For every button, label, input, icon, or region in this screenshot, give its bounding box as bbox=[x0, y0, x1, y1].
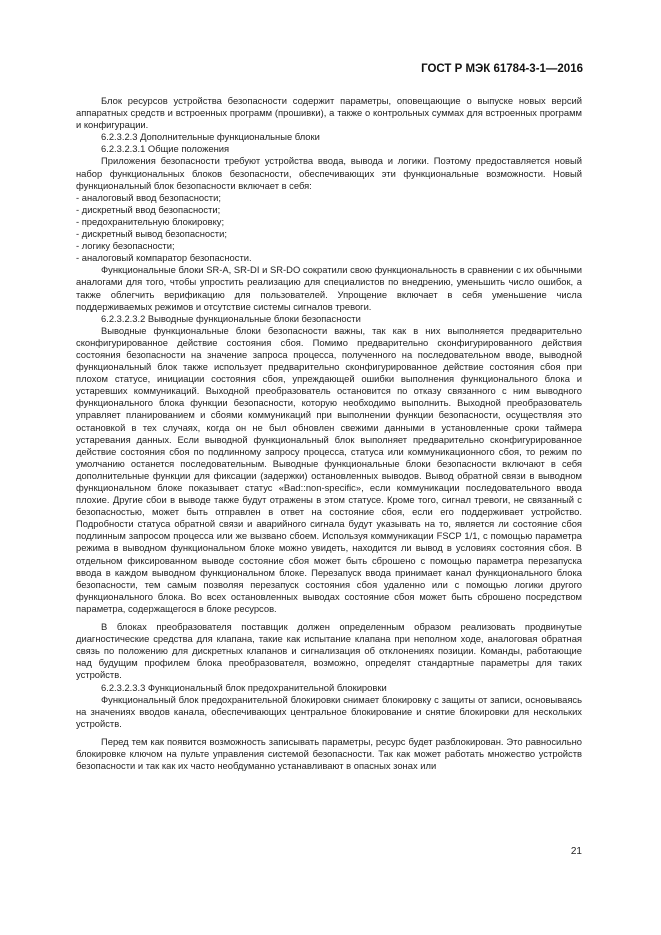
paragraph: Функциональные блоки SR-A, SR-DI и SR-DO сократили свою функциональность в сравнении с их обычными аналогами для того, чтобы упростить реализацию для специалистов по внедрению, уменьшить число ошибок, а также облегчить верификацию для пользователей. Упрощение включает в себя уменьшение числа поддерживаемых режимов и отсутствие системы сигналов тревоги. bbox=[76, 264, 582, 312]
paragraph: Блок ресурсов устройства безопасности содержит параметры, оповещающие о выпуске новых версий аппаратных средств и встроенных программ (прошивки), а также о контрольных суммах для встроенных программ и конфигурации. bbox=[76, 95, 582, 131]
list-item: - предохранительную блокировку; bbox=[76, 215, 225, 227]
list-item: - дискретный вывод безопасности; bbox=[76, 228, 227, 240]
section-heading: 6.2.3.2.3.3 Функциональный блок предохранительной блокировки bbox=[101, 681, 387, 693]
paragraph: Выводные функциональные блоки безопасности важны, так как в них выполняется предварительно сконфигурированное действие состояния сбоя. Помимо предварительно сконфигурированного действия состояния безопасности на значение запроса процесса, полученного на последовательном вводе, выводной функциональный блок также использует предварительно сконфигурированное действие состояния сбоя при плохом статусе, инициации состояния сбоя, упреждающей ошибки выполнения функционального блока и устаревших коммуникаций. Выходной преобразователь остановится по отказу связанного с ним выводного функционального блока функции безопасности, которую необходимо выполнить. Выходной преобразователь управляет планированием и сбоями коммуникаций при выполнении функции безопасности, осуществляя это остановкой в тех случаях, когда он не был обновлен свежими данными в установленные сроки таймера устаревания данных. Если выводной функциональный блок выполняет предварительно сконфигурированное действие состояния сбоя по подлинному запросу процесса, статуса или коммуникационного сбоя, то режим по умолчанию останется последовательным. Выводные функциональные блоки безопасности включают в себя дополнительные функции для фиксации (задержки) остановленных выводов. Вывод обратной связи в выводном функциональном блоке показывает статус «Bad::non-specific», если коммуникации последовательного ввода плохие. Другие сбои в выводе также будут отражены в этом статусе. Кроме того, сигнал тревоги, не связанный с безопасностью, может быть отправлен в ответ на состояние сбоя, если его поддерживает устройство. Подробности статуса обратной связи и аварийного сигнала будут указывать на то, является ли состояние сбоя подлинным запросом процесса или же вызвано сбоем. Используя коммуникации FSCP 1/1, с помощью параметра режима в выводном функциональном блоке можно увидеть, находится ли вывод в условиях состояния сбоя. В отдельном фиксированном выводе состояние сбоя может быть сброшено с помощью параметра перезапуска ввода в каждом выводном функциональном блоке. Перезапуск ввода принимает канал функционального блока безопасности, тем самым позволяя перезапуск состояния сбоя удаленно или с помощью логики другого функционального блока. Во всех остановленных выводах состояние сбоя может быть сброшено посредством параметра, содержащегося в блоке ресурсов. bbox=[76, 324, 582, 614]
section-heading: 6.2.3.2.3.2 Выводные функциональные блоки безопасности bbox=[101, 312, 361, 324]
list-item: - аналоговый ввод безопасности; bbox=[76, 191, 221, 203]
list-item: - логику безопасности; bbox=[76, 240, 175, 252]
paragraph: Приложения безопасности требуют устройства ввода, вывода и логики. Поэтому предоставляется новый набор функциональных блоков безопасности, обеспечивающих эти функциональные возможности. Новый функциональный блок безопасности включает в себя: bbox=[76, 155, 582, 191]
paragraph: Перед тем как появится возможность записывать параметры, ресурс будет разблокирован. Это равносильно блокировке ключом на пульте управления системой безопасности. Так как может работать множество устройств безопасности и так как их часто необдуманно устанавливают в опасных зонах или bbox=[76, 735, 582, 772]
page-number: 21 bbox=[570, 846, 582, 857]
document-body bbox=[76, 95, 582, 772]
paragraph: Функциональный блок предохранительной блокировки снимает блокировку с защиты от записи, основываясь на значениях вводов канала, обеспечивающих центральное блокирование и снятие блокировки для нескольких устройств. bbox=[76, 693, 582, 729]
paragraph: В блоках преобразователя поставщик должен определенным образом реализовать продвинутые диагностические средства для клапана, такие как испытание клапана при неполном ходе, аналоговая обратная связь по положению для дискретных клапанов и сигнализация об отклонениях позиции. Команды, работающие над будущим профилем блока преобразователя, возможно, определят стандартные параметры для таких устройств. bbox=[76, 621, 582, 681]
list-item: - дискретный ввод безопасности; bbox=[76, 203, 221, 215]
list-item: - аналоговый компаратор безопасности. bbox=[76, 252, 252, 264]
section-heading: 6.2.3.2.3.1 Общие положения bbox=[101, 143, 230, 155]
standard-header: ГОСТ Р МЭК 61784-3-1—2016 bbox=[421, 63, 583, 75]
section-heading: 6.2.3.2.3 Дополнительные функциональные блоки bbox=[101, 131, 320, 143]
